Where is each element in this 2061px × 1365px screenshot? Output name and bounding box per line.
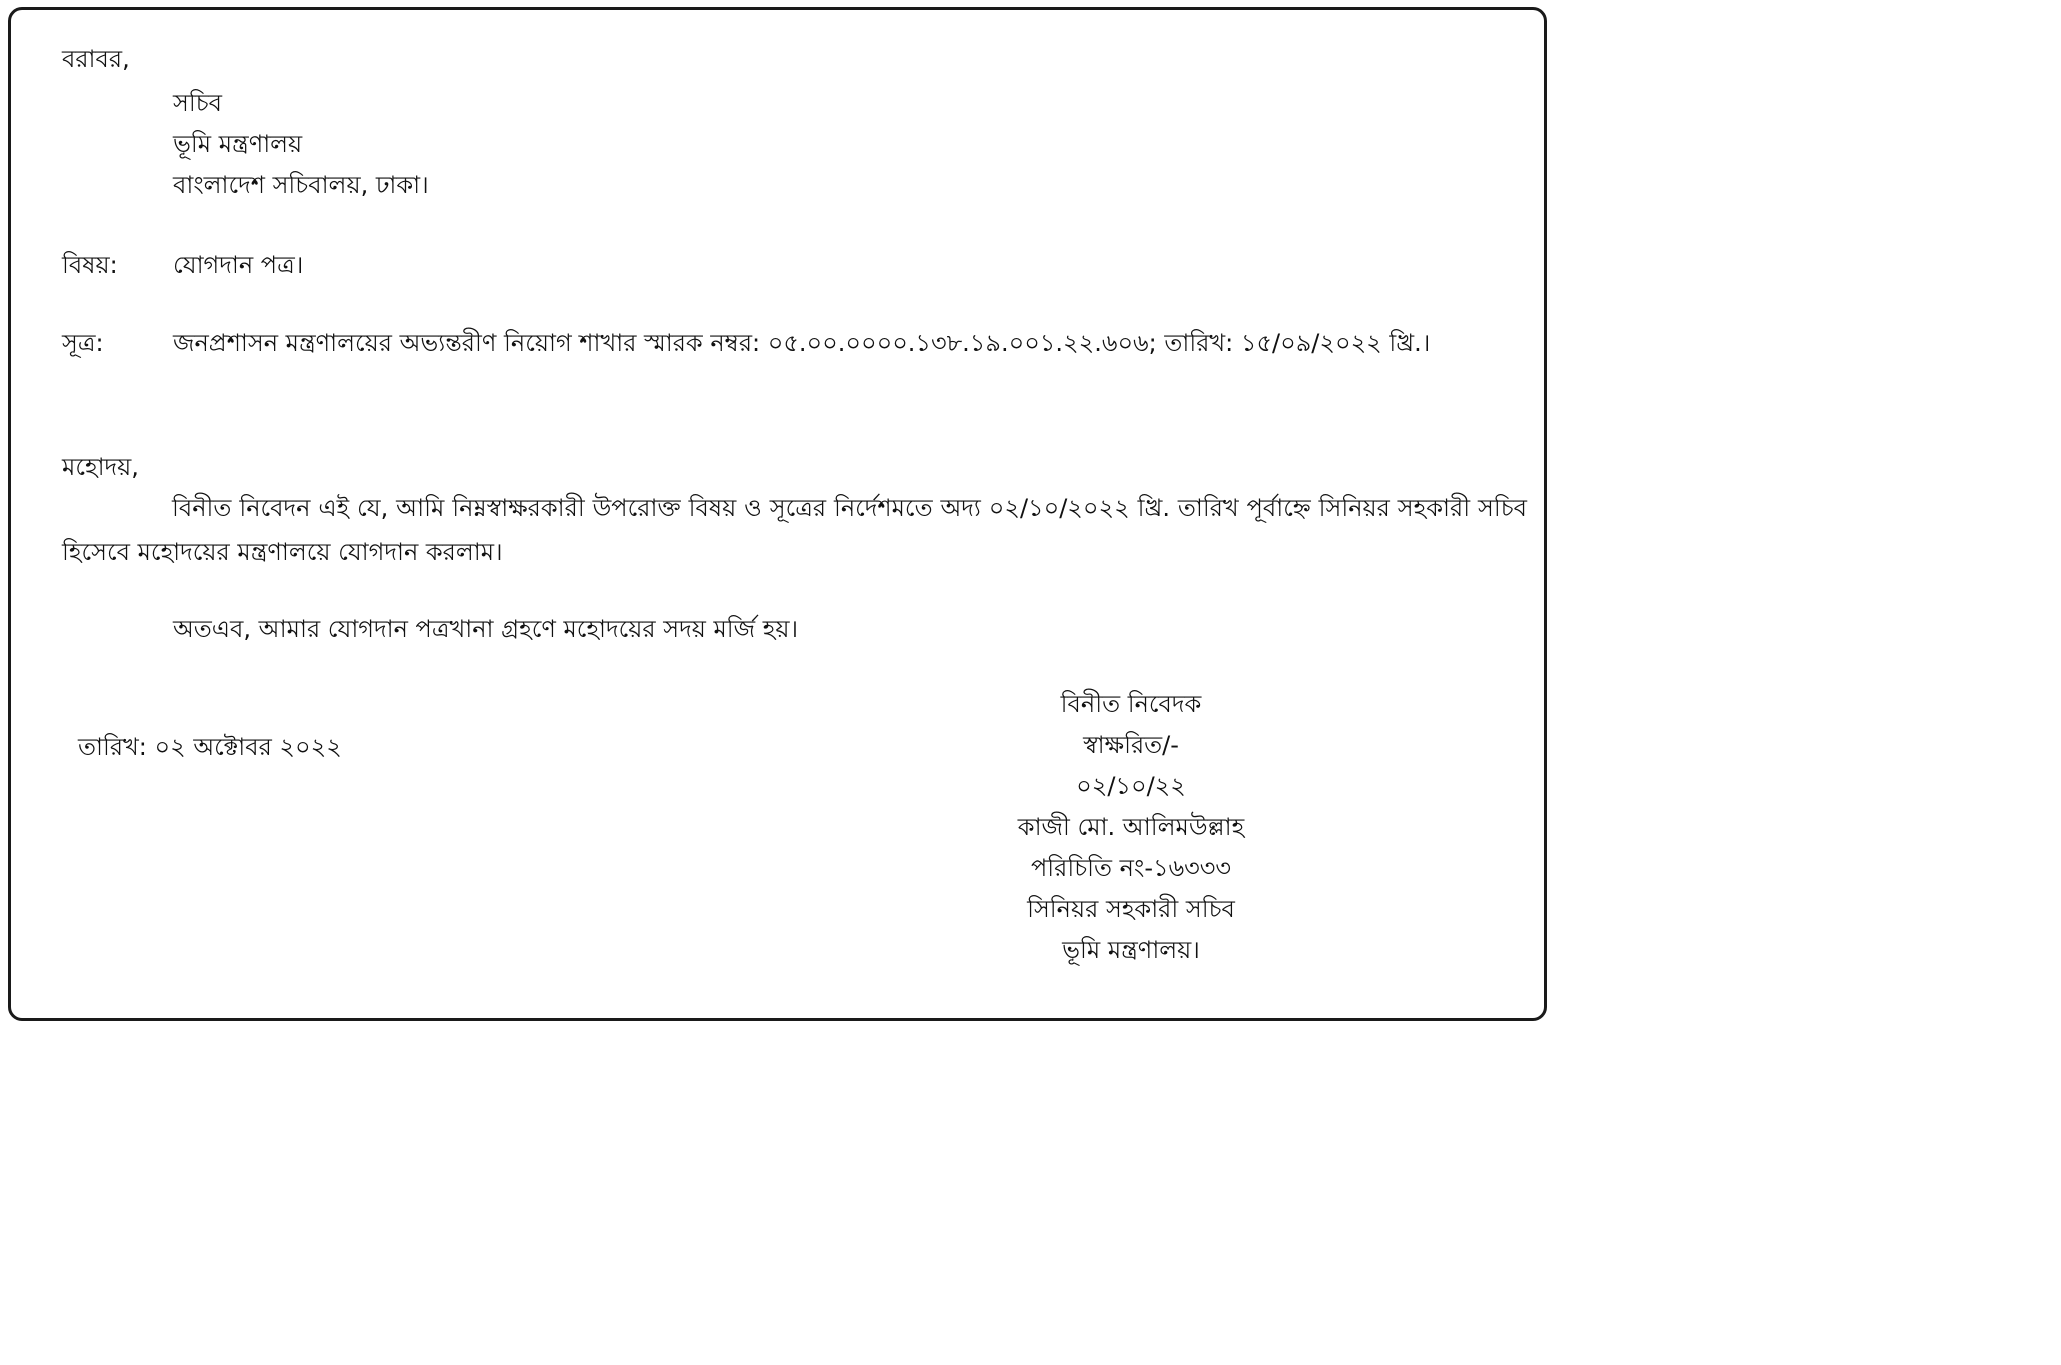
signatory-designation: সিনিয়র সহকারী সচিব [1027, 895, 1235, 923]
reference-text: জনপ্রশাসন মন্ত্রণালয়ের অভ্যন্তরীণ নিয়োগ শাখার স্মারক নম্বর: ০৫.০০.০০০০.১৩৮.১৯.০০১.২২.৬০৬; তারিখ: ১৫/০৯/২০২২ খ্রি.। [173, 329, 1431, 357]
subject-text: যোগদান পত্র। [173, 251, 304, 279]
signature-block [1000, 684, 1262, 971]
subject-label: বিষয়: [62, 251, 118, 279]
reference-label: সূত্র: [62, 329, 104, 357]
signature-closing: বিনীত নিবেদক [1060, 690, 1202, 718]
body-paragraph-2: অতএব, আমার যোগদান পত্রখানা গ্রহণে মহোদয়ের সদয় মর্জি হয়। [173, 615, 799, 643]
recipient-line-2: ভূমি মন্ত্রণালয় [173, 130, 303, 158]
signatory-id: পরিচিতি নং-১৬৩৩৩ [1031, 854, 1231, 882]
greeting: মহোদয়, [62, 453, 139, 481]
body-paragraph-1: বিনীত নিবেদন এই যে, আমি নিম্নস্বাক্ষরকারী উপরোক্ত বিষয় ও সূত্রের নির্দেশমতে অদ্য ০২/১০/২০২২ খ্রি. তারিখ পূর্বাহ্নে সিনিয়র সহকারী সচিব হিসেবে মহোদয়ের মন্ত্রণালয়ে যোগদান করলাম। [62, 494, 1527, 566]
date-line: তারিখ: ০২ অক্টোবর ২০২২ [78, 733, 342, 761]
recipient-line-1: সচিব [173, 89, 223, 117]
signature-signed: স্বাক্ষরিত/- [1083, 731, 1179, 759]
signatory-ministry: ভূমি মন্ত্রণালয়। [1062, 936, 1200, 964]
salutation-to: বরাবর, [62, 45, 130, 73]
recipient-line-3: বাংলাদেশ সচিবালয়, ঢাকা। [173, 171, 429, 199]
signatory-name: কাজী মো. আলিমউল্লাহ [1017, 813, 1245, 841]
signature-date: ০২/১০/২২ [1076, 772, 1186, 800]
